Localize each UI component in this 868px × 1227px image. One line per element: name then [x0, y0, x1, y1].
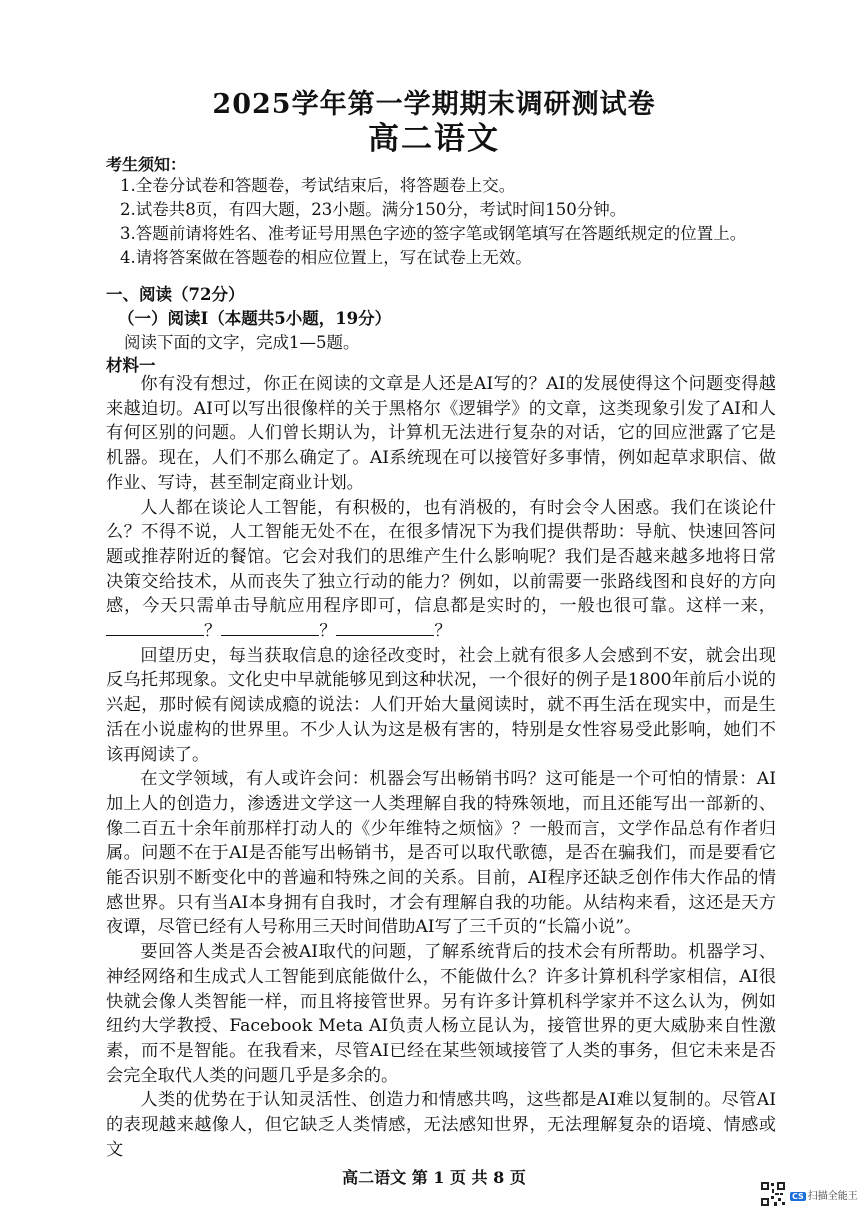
paragraph [106, 496, 776, 644]
paragraph: 在文学领域，有人或许会问：机器会写出畅销书吗？这可能是一个可怕的情景：AI加上人的创造力，渗透进文学这一人类理解自我的特殊领地，而且还能写出一部新的、像二百五十余年前那样打动人的《少年维特之烦恼》？一般而言，文学作品总有作者归属。问题不在于AI是否能写出畅销书，是否可以取代歌德，是否在骗我们，而是要看它能否识别不断变化中的普遍和特殊之间的关系。目前，AI程序还缺乏创作伟大作品的情感世界。只有当AI本身拥有自我时，才会有理解自我的功能。从结构来看，这还是天方夜谭，尽管已经有人号称用三天时间借助AI写了三千页的“长篇小说”。 [106, 769, 776, 938]
page-title: 2025学年第一学期期末调研测试卷 [212, 89, 656, 120]
notice-list [120, 174, 840, 270]
blank-mark: ？ [204, 621, 222, 642]
page-footer: 高二语文 第 1 页 共 8 页 [342, 1168, 526, 1187]
fill-blank[interactable] [336, 621, 434, 636]
qr-code-icon [760, 1181, 786, 1207]
scanner-brand: CS 扫描全能王 [792, 1190, 858, 1202]
fill-blank[interactable] [106, 621, 204, 636]
material-heading: 材料一 [106, 356, 156, 375]
paragraph: 你有没有想过，你正在阅读的文章是人还是AI写的？AI的发展使得这个问题变得越来越迫切。AI可以写出很像样的关于黑格尔《逻辑学》的文章，这类现象引发了AI和人有何区别的问题。人们曾长期认为，计算机无法进行复杂的对话，它的回应泄露了它是机器。现在，人们不那么确定了。AI系统现在可以接管好多事情，例如起草求职信、做作业、写诗，甚至制定商业计划。 [106, 374, 776, 493]
instruction-text: 阅读下面的文字，完成1—5题。 [124, 333, 360, 352]
notice-item: 3.答题前请将姓名、准考证号用黑色字迹的签字笔或钢笔填写在答题纸规定的位置上。 [120, 224, 747, 243]
reading-passage [106, 372, 776, 1163]
fill-blank[interactable] [221, 621, 319, 636]
section-heading: 一、阅读（72分） [106, 285, 245, 304]
notice-item: 1.全卷分试卷和答题卷，考试结束后，将答题卷上交。 [120, 176, 516, 195]
blank-mark: ？ [319, 621, 337, 642]
paragraph: 人类的优势在于认知灵活性、创造力和情感共鸣，这些都是AI难以复制的。尽管AI的表现越来越像人，但它缺乏人类情感，无法感知世界，无法理解复杂的语境、情感或文 [106, 1090, 776, 1160]
notice-heading: 考生须知： [106, 155, 187, 174]
scanner-watermark [760, 1177, 862, 1211]
page-subtitle: 高二语文 [368, 121, 500, 157]
paragraph: 要回答人类是否会被AI取代的问题，了解系统背后的技术会有所帮助。机器学习、神经网络和生成式人工智能到底能做什么，不能做什么？许多计算机科学家相信，AI很快就会像人类智能一样，而且将接管世界。另有许多计算机科学家并不这么认为，例如纽约大学教授、Facebook Meta AI负责人杨立昆认为，接管世界的更大威胁来自性激素，而不是智能。在我看来，尽管AI已经在某些领域接管了人类的事务，但它未来是否会完全取代人类的问题几乎是多余的。 [106, 942, 776, 1086]
subsection-heading: （一）阅读I（本题共5小题，19分） [118, 309, 392, 328]
paragraph: 回望历史，每当获取信息的途径改变时，社会上就有很多人会感到不安，就会出现反乌托邦现象。文化史中早就能够见到这种状况，一个很好的例子是1800年前后小说的兴起，那时候有阅读成瘾的说法：人们开始大量阅读时，就不再生活在现实中，而是生活在小说虚构的世界里。不少人认为这是极有害的，特别是女性容易受此影响，她们不该再阅读了。 [106, 645, 776, 765]
paragraph-text: 人人都在谈论人工智能，有积极的，也有消极的，有时会令人困惑。我们在谈论什么？不得不说，人工智能无处不在，在很多情况下为我们提供帮助：导航、快速回答问题或推荐附近的餐馆。它会对我们的思维产生什么影响呢？我们是否越来越多地将日常决策交给技术，从而丧失了独立行动的能力？例如，以前需要一张路线图和良好的方向感，今天只需单击导航应用程序即可，信息都是实时的，一般也很可靠。这样一来， [106, 497, 776, 617]
blank-mark: ？ [434, 621, 452, 642]
notice-item: 4.请将答案做在答题卷的相应位置上，写在试卷上无效。 [120, 248, 532, 267]
notice-item: 2.试卷共8页，有四大题，23小题。满分150分，考试时间150分钟。 [120, 200, 627, 219]
